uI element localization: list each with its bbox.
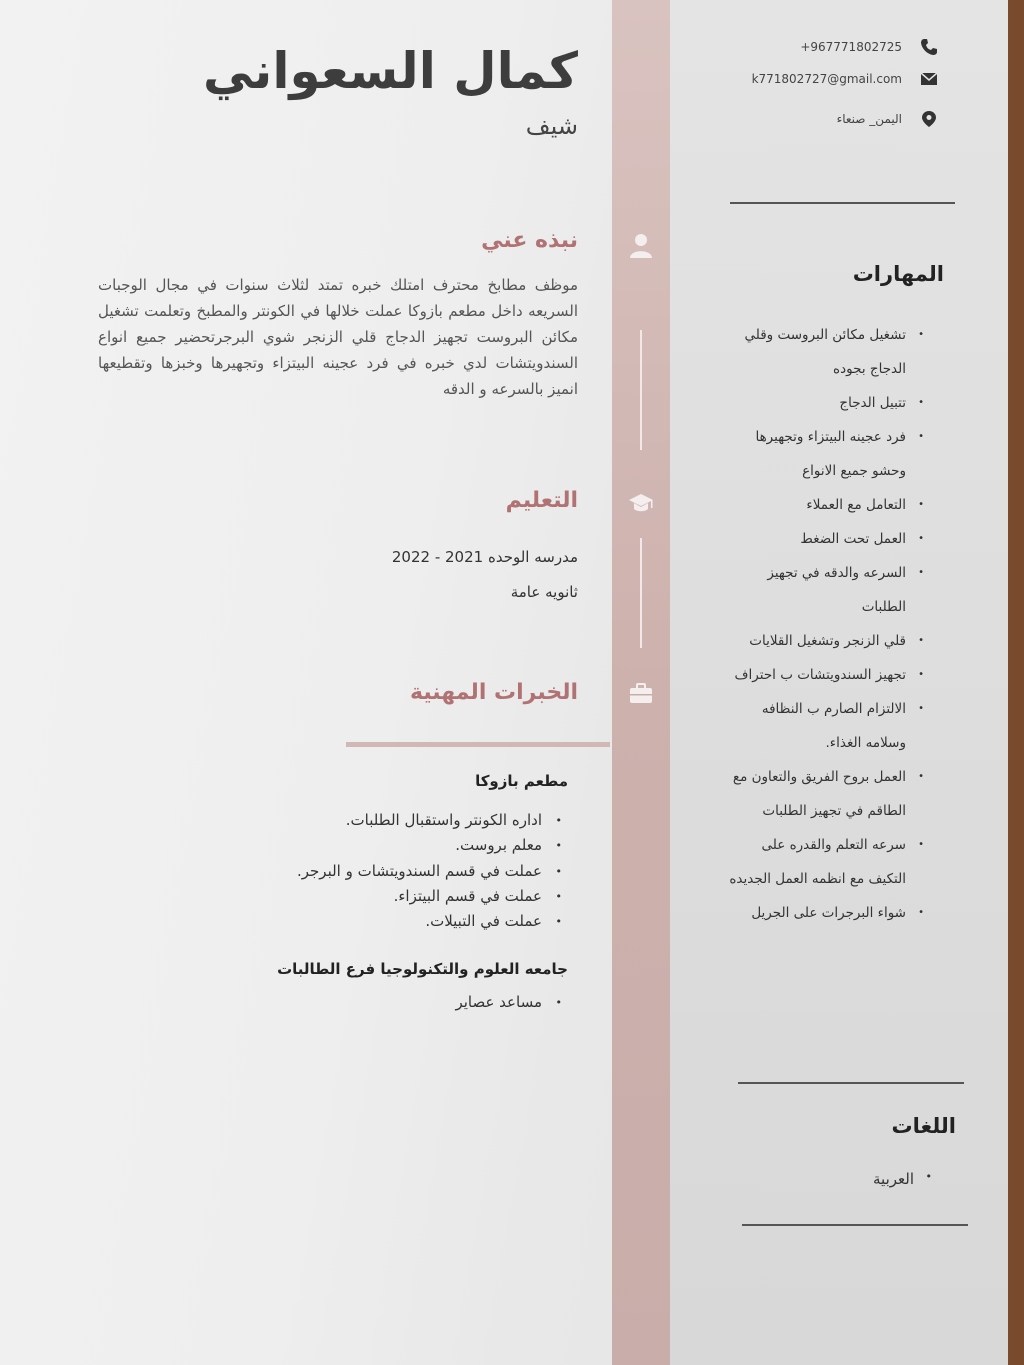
about-text: موظف مطابخ محترف امتلك خبره تمتد لثلاث سنوات في مجال الوجبات السريعه داخل مطعم بازوكا عملت خلالها في الكونتر والمطبخ وتعلمت تشغيل مكائن البروست تجهيز الدجاج قلي الزنجر شوي البرجرتحضير جميع انواع السندويتشات لدي خبره في فرد عجينه البيتزاء وتجهيرها وخبزها وتقطيعها انميز بالسرعه و الدقه: [98, 276, 578, 398]
timeline-line: [640, 330, 642, 450]
list-item: • تشغيل مكائن البروست وقلي الدجاج بجوده: [726, 318, 926, 386]
divider: [738, 1082, 964, 1084]
section-divider: [346, 742, 610, 747]
list-item: • السرعه والدقه في تجهيز الطلبات: [726, 556, 926, 624]
location-value: اليمن_ صنعاء: [836, 112, 902, 126]
languages-list: [873, 1170, 936, 1188]
skills-title: المهارات: [852, 262, 944, 286]
contact-phone: [800, 38, 938, 56]
list-item: • اداره الكونتر واستقبال الطلبات.: [297, 808, 568, 833]
list-item: • فرد عجينه البيتزاء وتجهيرها وحشو جميع الانواع: [726, 420, 926, 488]
list-item: • عملت في التبيلات.: [297, 909, 568, 934]
list-item: • الالتزام الصارم ب النظافه وسلامه الغذاء.: [726, 692, 926, 760]
list-item: • عملت في قسم السندويتشات و البرجر.: [297, 859, 568, 884]
job-tasks-list: [455, 990, 568, 1015]
list-item: • سرعه التعلم والقدره على التكيف مع انظمه العمل الجديده: [726, 828, 926, 896]
graduation-cap-icon: [628, 490, 654, 516]
divider: [730, 202, 955, 204]
job-company: جامعه العلوم والتكنولوجيا فرع الطالبات: [277, 960, 568, 978]
map-pin-icon: [920, 110, 938, 128]
about-title: نبذه عني: [481, 228, 578, 253]
user-icon: [628, 232, 654, 258]
education-degree: ثانويه عامة: [510, 583, 578, 601]
briefcase-icon: [628, 680, 654, 706]
envelope-icon: [920, 70, 938, 88]
education-title: التعليم: [505, 488, 578, 513]
job-tasks-list: [297, 808, 568, 934]
contact-location: [837, 110, 938, 128]
experience-title: الخبرات المهنية: [409, 680, 578, 705]
contact-email: [752, 70, 938, 88]
timeline-band: [612, 0, 670, 1365]
list-item: • العمل تحت الضغط: [726, 522, 926, 556]
divider: [742, 1224, 968, 1226]
job-title: شيف: [525, 112, 578, 140]
job-company: مطعم بازوكا: [475, 772, 568, 790]
list-item: • العمل بروح الفريق والتعاون مع الطاقم في تجهيز الطلبات: [726, 760, 926, 828]
list-item: • التعامل مع العملاء: [726, 488, 926, 522]
list-item: • عملت في قسم البيتزاء.: [297, 884, 568, 909]
list-item: • معلم بروست.: [297, 833, 568, 858]
phone-icon: [920, 38, 938, 56]
timeline-line: [640, 538, 642, 648]
languages-title: اللغات: [891, 1114, 956, 1138]
list-item: • مساعد عصاير: [455, 990, 568, 1015]
list-item: • العربية: [873, 1170, 936, 1188]
list-item: • تجهيز السندويتشات ب احتراف: [726, 658, 926, 692]
list-item: • قلي الزنجر وتشغيل القلايات: [726, 624, 926, 658]
skills-list: [726, 318, 926, 930]
list-item: • شواء البرجرات على الجريل: [726, 896, 926, 930]
list-item: • تتبيل الدجاج: [726, 386, 926, 420]
phone-value: +967771802725: [800, 40, 902, 54]
education-school: مدرسه الوحده 2021 - 2022: [391, 548, 578, 566]
email-value: k771802727@gmail.com: [751, 72, 902, 86]
candidate-name: كمال السعواني: [202, 42, 578, 100]
